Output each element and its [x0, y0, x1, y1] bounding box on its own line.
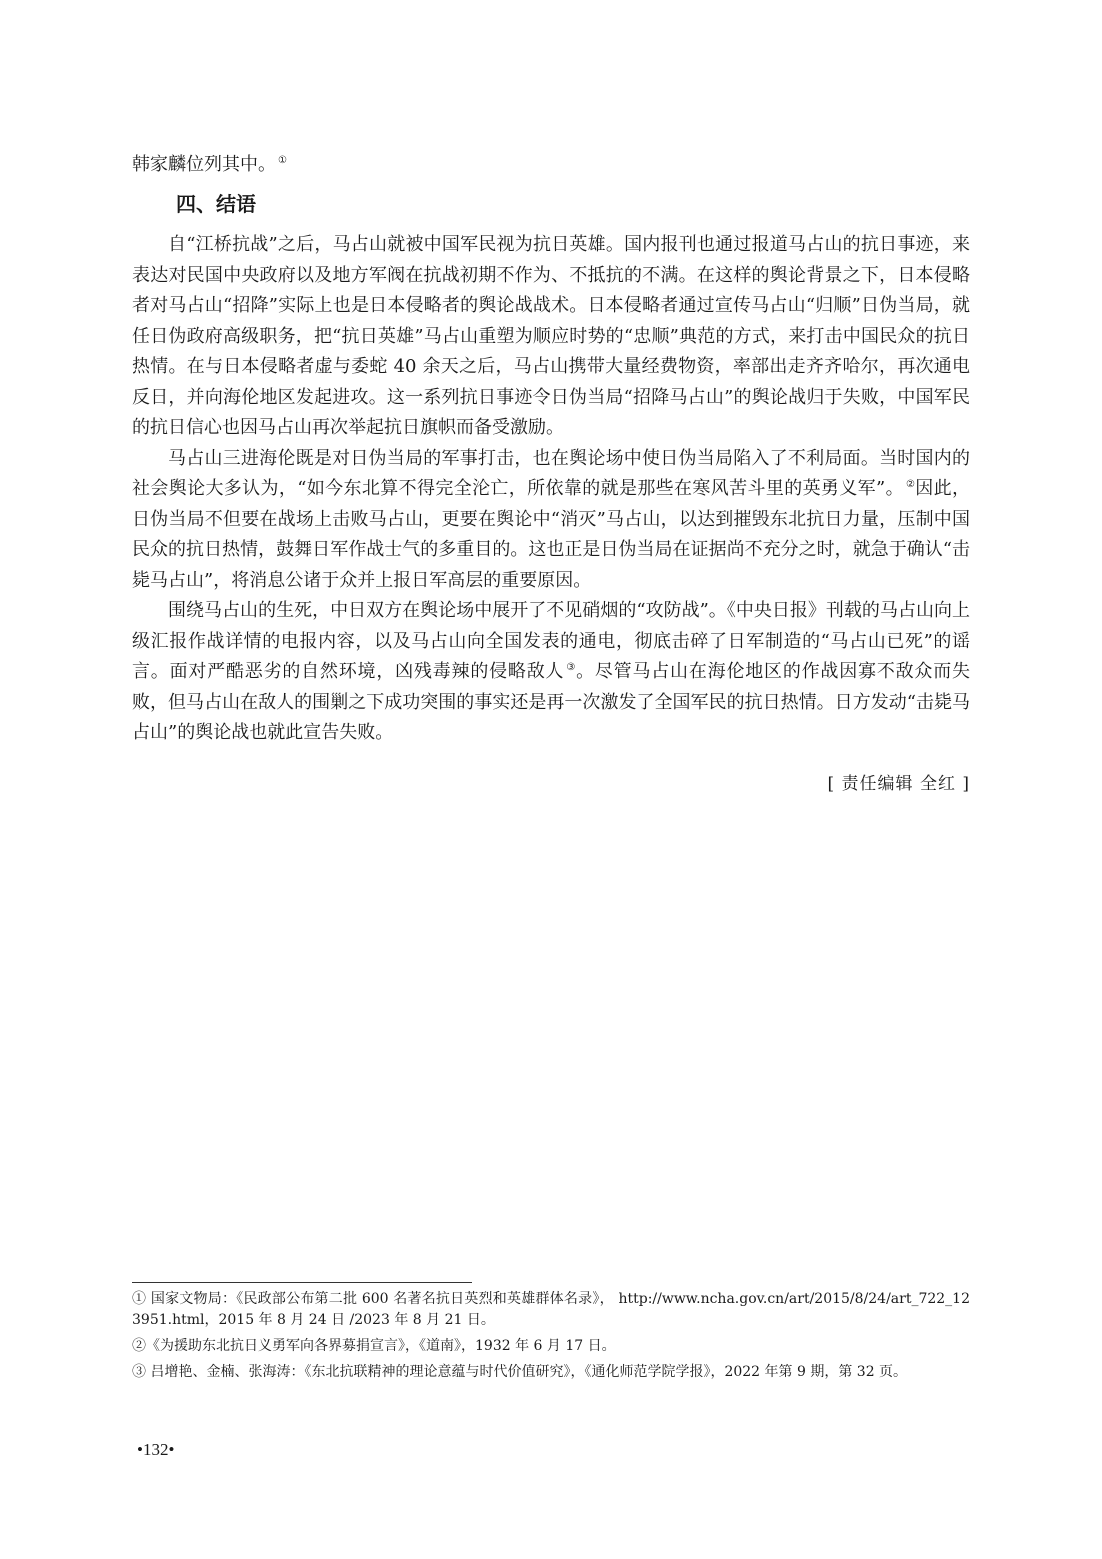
page-number: •132• — [137, 1440, 175, 1459]
paragraph-2-text-b: 因此，日伪当局不但要在战场上击败马占山，更要在舆论中“消灭”马占山，以达到摧毁东北抗日力量，压制中国民众的抗日热情，鼓舞日军作战士气的多重目的。这也正是日伪当局在证据尚不充分之时，就急于确认“击毙马占山”，将消息公诸于众并上报日军高层的重要原因。 — [132, 478, 971, 591]
footnote-3: ③ 吕增艳、金楠、张海涛：《东北抗联精神的理论意蕴与时代价值研究》，《通化师范学院学报》，2022 年第 9 期，第 32 页。 — [132, 1364, 908, 1380]
lead-line — [132, 150, 970, 180]
footnote-marker-1[interactable]: ① — [278, 155, 287, 166]
lead-line-text: 韩家麟位列其中。 — [132, 154, 276, 175]
paragraph-3-text-b: 。尽管马占山在海伦地区的作战因寡不敌众而失败，但马占山在敌人的围剿之下成功突围的事实还是再一次激发了全国军民的抗日热情。日方发动“击毙马占山”的舆论战也就此宣告失败。 — [132, 661, 970, 743]
paragraph-1-text: 自“江桥抗战”之后，马占山就被中国军民视为抗日英雄。国内报刊也通过报道马占山的抗日事迹，来表达对民国中央政府以及地方军阀在抗战初期不作为、不抵抗的不满。在这样的舆论背景之下，日本侵略者对马占山“招降”实际上也是日本侵略者的舆论战战术。日本侵略者通过宣传马占山“归顺”日伪当局，就任日伪政府高级职务，把“抗日英雄”马占山重塑为顺应时势的“忠顺”典范的方式，来打击中国民众的抗日热情。在与日本侵略者虚与委蛇 40 余天之后，马占山携带大量经费物资，率部出走齐齐哈尔，再次通电反日，并向海伦地区发起进攻。这一系列抗日事迹令日伪当局“招降马占山”的舆论战归于失败，中国军民的抗日信心也因马占山再次举起抗日旗帜而备受激励。 — [132, 234, 970, 438]
section-heading: 四、结语 — [176, 192, 256, 216]
editor-credit: [ 责任编辑 全红 ] — [827, 773, 970, 794]
article-body — [132, 150, 970, 799]
footnote-2: ②《为援助东北抗日义勇军向各界募捐宣言》，《道南》，1932 年 6 月 17 日。 — [132, 1338, 616, 1354]
paragraph-3-text-a: 围绕马占山的生死，中日双方在舆论场中展开了不见硝烟的“攻防战”。《中央日报》刊载的马占山向上级汇报作战详情的电报内容，以及马占山向全国发表的通电，彻底击碎了日军制造的“马占山已死”的谣言。面对严酷恶劣的自然环境，凶残毒辣的侵略敌人 — [132, 600, 970, 682]
paragraph-2-text-a: 马占山三进海伦既是对日伪当局的军事打击，也在舆论场中使日伪当局陷入了不利局面。当时国内的社会舆论大多认为，“如今东北算不得完全沦亡，所依靠的就是那些在寒风苦斗里的英勇义军”。 — [132, 447, 970, 499]
footnote-marker-2[interactable]: ② — [905, 479, 916, 490]
footnotes — [132, 1282, 970, 1388]
footnote-marker-3[interactable]: ③ — [566, 662, 577, 673]
paragraph-2 — [132, 444, 970, 597]
footnote-divider — [132, 1282, 472, 1283]
paragraph-3 — [132, 596, 970, 749]
footnote-1: ① 国家文物局：《民政部公布第二批 600 名著名抗日英烈和英雄群体名录》， http://www.ncha.gov.cn/art/2015/8/24/art_722_123951.html，2015 年 8 月 24 日 /2023 年 8 月 21 日。 — [132, 1291, 970, 1328]
paragraph-1 — [132, 230, 970, 444]
